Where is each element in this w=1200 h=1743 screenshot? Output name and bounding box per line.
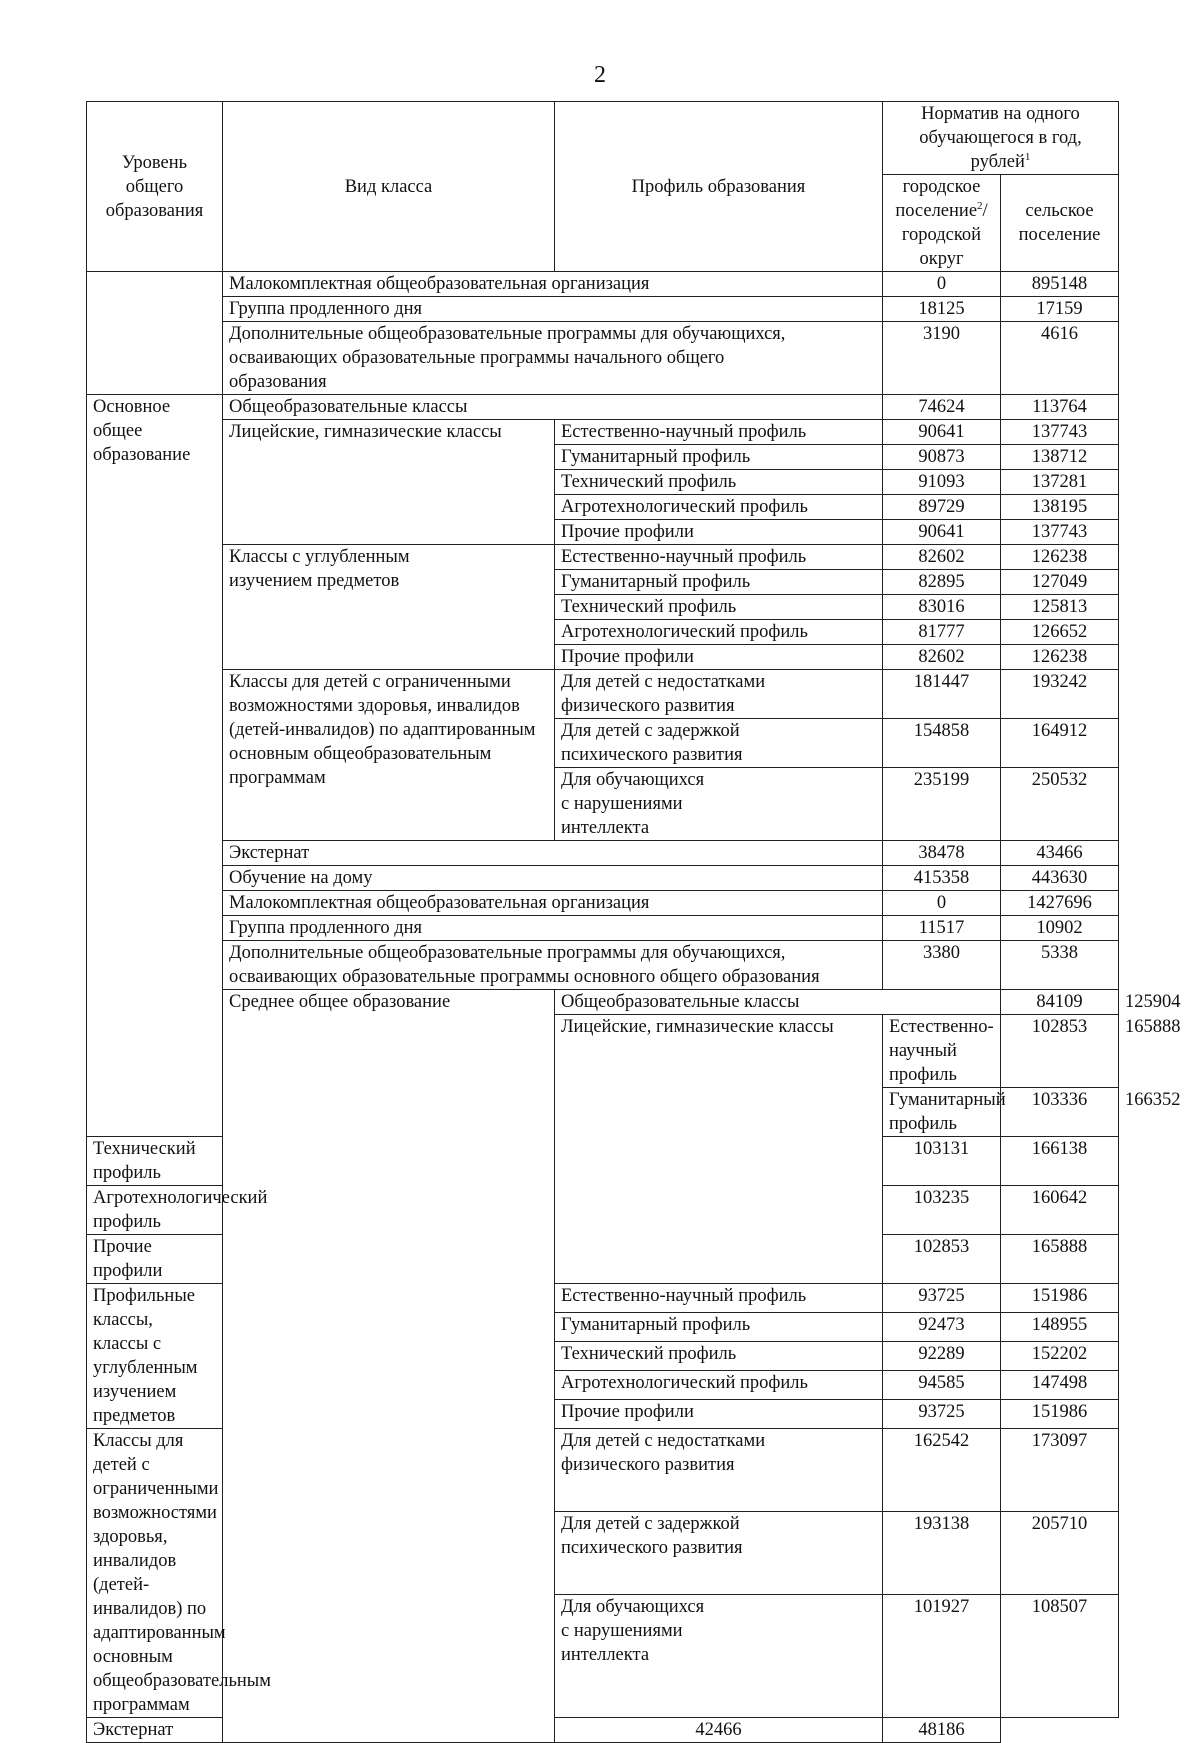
profile-cell: Агротехнологический профиль xyxy=(555,620,883,645)
rural-value: 152202 xyxy=(1001,1342,1119,1371)
urban-value: 92289 xyxy=(883,1342,1001,1371)
rural-value: 164912 xyxy=(1001,719,1119,768)
header-class-type: Вид класса xyxy=(223,102,555,272)
rural-value: 126652 xyxy=(1001,620,1119,645)
urban-value: 90873 xyxy=(883,445,1001,470)
table-row xyxy=(87,420,1119,445)
level-cell: Основное общее образование xyxy=(87,395,223,1137)
table-row xyxy=(87,866,1119,891)
rural-value: 10902 xyxy=(1001,916,1119,941)
table-row xyxy=(87,322,1119,395)
rural-value: 43466 xyxy=(1001,841,1119,866)
urban-value: 92473 xyxy=(883,1313,1001,1342)
profile-cell: Для детей с задержкой психического развития xyxy=(555,1511,883,1594)
rural-value: 138195 xyxy=(1001,495,1119,520)
profile-cell: Для детей с задержкой психического развития xyxy=(555,719,883,768)
profile-cell: Технический профиль xyxy=(555,1342,883,1371)
page-number: 2 xyxy=(594,62,606,88)
rural-value: 126238 xyxy=(1001,545,1119,570)
urban-value: 89729 xyxy=(883,495,1001,520)
profile-cell: Технический профиль xyxy=(555,470,883,495)
rural-value: 125813 xyxy=(1001,595,1119,620)
table-row xyxy=(87,272,1119,297)
profile-cell: Естественно-научный профиль xyxy=(555,420,883,445)
table-row xyxy=(87,891,1119,916)
rural-value: 173097 xyxy=(1001,1429,1119,1512)
class-type-cell: Лицейские, гимназические классы xyxy=(223,420,555,545)
table-row xyxy=(87,297,1119,322)
urban-value: 90641 xyxy=(883,420,1001,445)
urban-value: 103131 xyxy=(883,1137,1001,1186)
rural-value: 48186 xyxy=(883,1718,1001,1743)
rural-value: 160642 xyxy=(1001,1186,1119,1235)
header-norm: Норматив на одного обучающегося в год, рублей$^1$ xyxy=(883,102,1119,175)
rural-value: 126238 xyxy=(1001,645,1119,670)
table-row xyxy=(87,395,1119,420)
urban-value: 154858 xyxy=(883,719,1001,768)
urban-value: 83016 xyxy=(883,595,1001,620)
urban-value: 94585 xyxy=(883,1371,1001,1400)
urban-value: 162542 xyxy=(883,1429,1001,1512)
urban-value: 3190 xyxy=(883,322,1001,395)
table-row xyxy=(87,670,1119,719)
rural-value: 148955 xyxy=(1001,1313,1119,1342)
table-row xyxy=(87,941,1119,990)
profile-cell: Агротехнологический профиль xyxy=(555,1371,883,1400)
urban-value: 74624 xyxy=(883,395,1001,420)
urban-value: 102853 xyxy=(883,1235,1001,1284)
rural-value: 138712 xyxy=(1001,445,1119,470)
level-cell xyxy=(87,272,223,395)
class-type-cell: Общеобразовательные классы xyxy=(223,395,883,420)
class-type-cell: Группа продленного дня xyxy=(223,297,883,322)
rural-value: 1427696 xyxy=(1001,891,1119,916)
urban-value: 0 xyxy=(883,272,1001,297)
class-type-cell: Группа продленного дня xyxy=(223,916,883,941)
urban-value: 82895 xyxy=(883,570,1001,595)
profile-cell: Естественно-научный профиль xyxy=(883,1015,1001,1088)
norm-table xyxy=(86,101,1181,1743)
header-level: Уровень общего образования xyxy=(87,102,223,272)
profile-cell: Гуманитарный профиль xyxy=(555,1313,883,1342)
urban-value: 82602 xyxy=(883,545,1001,570)
profile-cell: Прочие профили xyxy=(555,1400,883,1429)
urban-value: 91093 xyxy=(883,470,1001,495)
rural-value: 165888 xyxy=(1001,1235,1119,1284)
class-type-cell: Классы для детей с ограниченными возможностями здоровья, инвалидов (детей-инвалидов) по адаптированным основным общеобразовательным программам xyxy=(87,1429,223,1718)
header-rural: сельское поселение xyxy=(1001,175,1119,272)
urban-value: 101927 xyxy=(883,1594,1001,1717)
profile-cell: Агротехнологический профиль xyxy=(555,495,883,520)
class-type-cell: Лицейские, гимназические классы xyxy=(555,1015,883,1284)
urban-value: 93725 xyxy=(883,1400,1001,1429)
profile-cell: Прочие профили xyxy=(555,520,883,545)
rural-value: 108507 xyxy=(1001,1594,1119,1717)
urban-value: 103336 xyxy=(1001,1088,1119,1137)
class-type-cell: Дополнительные общеобразовательные программы для обучающихся, осваивающих образовательные программы основного общего образования xyxy=(223,941,883,990)
table-row xyxy=(87,916,1119,941)
rural-value: 193242 xyxy=(1001,670,1119,719)
class-type-cell: Экстернат xyxy=(87,1718,555,1743)
urban-value: 81777 xyxy=(883,620,1001,645)
profile-cell: Для обучающихся с нарушениями интеллекта xyxy=(555,1594,883,1717)
rural-value: 137281 xyxy=(1001,470,1119,495)
profile-cell: Технический профиль xyxy=(87,1137,223,1186)
class-type-cell: Обучение на дому xyxy=(223,866,883,891)
profile-cell: Для обучающихся с нарушениями интеллекта xyxy=(555,768,883,841)
class-type-cell: Классы для детей с ограниченными возможностями здоровья, инвалидов (детей-инвалидов) по адаптированным основным общеобразовательным программам xyxy=(223,670,555,841)
class-type-cell: Общеобразовательные классы xyxy=(555,990,1001,1015)
urban-value: 90641 xyxy=(883,520,1001,545)
table-row: Среднее общее образование Общеобразовательные классы 84109 125904 xyxy=(87,990,1119,1015)
urban-value: 84109 xyxy=(1001,990,1119,1015)
rural-value: 113764 xyxy=(1001,395,1119,420)
rural-value: 443630 xyxy=(1001,866,1119,891)
urban-value: 93725 xyxy=(883,1284,1001,1313)
rural-value: 250532 xyxy=(1001,768,1119,841)
table-row xyxy=(87,545,1119,570)
rural-value: 166138 xyxy=(1001,1137,1119,1186)
urban-value: 102853 xyxy=(1001,1015,1119,1088)
rural-value: 127049 xyxy=(1001,570,1119,595)
table-row xyxy=(87,1718,1119,1743)
rural-value: 5338 xyxy=(1001,941,1119,990)
urban-value: 235199 xyxy=(883,768,1001,841)
class-type-cell: Классы с углубленным изучением предметов xyxy=(223,545,555,670)
rural-value: 4616 xyxy=(1001,322,1119,395)
profile-cell: Естественно-научный профиль xyxy=(555,545,883,570)
urban-value: 193138 xyxy=(883,1511,1001,1594)
header-row xyxy=(87,102,1119,175)
table-row: Гуманитарный профиль 103336 166352 xyxy=(87,1088,1119,1137)
header-profile: Профиль образования xyxy=(555,102,883,272)
class-type-cell: Профильные классы, классы с углубленным изучением предметов xyxy=(87,1284,223,1429)
urban-value: 0 xyxy=(883,891,1001,916)
urban-value: 38478 xyxy=(883,841,1001,866)
table-row xyxy=(87,841,1119,866)
class-type-cell: Экстернат xyxy=(223,841,883,866)
urban-value: 11517 xyxy=(883,916,1001,941)
profile-cell: Технический профиль xyxy=(555,595,883,620)
rural-value: 147498 xyxy=(1001,1371,1119,1400)
table-row: Лицейские, гимназические классы Естественно-научный профиль 102853 165888 xyxy=(87,1015,1119,1088)
urban-value: 181447 xyxy=(883,670,1001,719)
level-cell: Среднее общее образование xyxy=(223,990,555,1743)
urban-value: 42466 xyxy=(555,1718,883,1743)
urban-value: 18125 xyxy=(883,297,1001,322)
profile-cell: Для детей с недостатками физического развития xyxy=(555,670,883,719)
profile-cell: Прочие профили xyxy=(87,1235,223,1284)
rural-value: 137743 xyxy=(1001,420,1119,445)
class-type-cell: Дополнительные общеобразовательные программы для обучающихся, осваивающих образовательные программы начального общего образования xyxy=(223,322,883,395)
rural-value: 17159 xyxy=(1001,297,1119,322)
urban-value: 103235 xyxy=(883,1186,1001,1235)
profile-cell: Агротехнологический профиль xyxy=(87,1186,223,1235)
rural-value: 137743 xyxy=(1001,520,1119,545)
profile-cell: Прочие профили xyxy=(555,645,883,670)
profile-cell: Естественно-научный профиль xyxy=(555,1284,883,1313)
profile-cell: Гуманитарный профиль xyxy=(555,570,883,595)
urban-value: 82602 xyxy=(883,645,1001,670)
rural-value: 205710 xyxy=(1001,1511,1119,1594)
profile-cell: Для детей с недостатками физического развития xyxy=(555,1429,883,1512)
header-urban: городское поселение$^2$/ городской округ xyxy=(883,175,1001,272)
profile-cell: Гуманитарный профиль xyxy=(883,1088,1001,1137)
profile-cell: Гуманитарный профиль xyxy=(555,445,883,470)
rural-value: 895148 xyxy=(1001,272,1119,297)
class-type-cell: Малокомплектная общеобразовательная организация xyxy=(223,891,883,916)
urban-value: 3380 xyxy=(883,941,1001,990)
rural-value: 151986 xyxy=(1001,1284,1119,1313)
rural-value: 151986 xyxy=(1001,1400,1119,1429)
urban-value: 415358 xyxy=(883,866,1001,891)
class-type-cell: Малокомплектная общеобразовательная организация xyxy=(223,272,883,297)
